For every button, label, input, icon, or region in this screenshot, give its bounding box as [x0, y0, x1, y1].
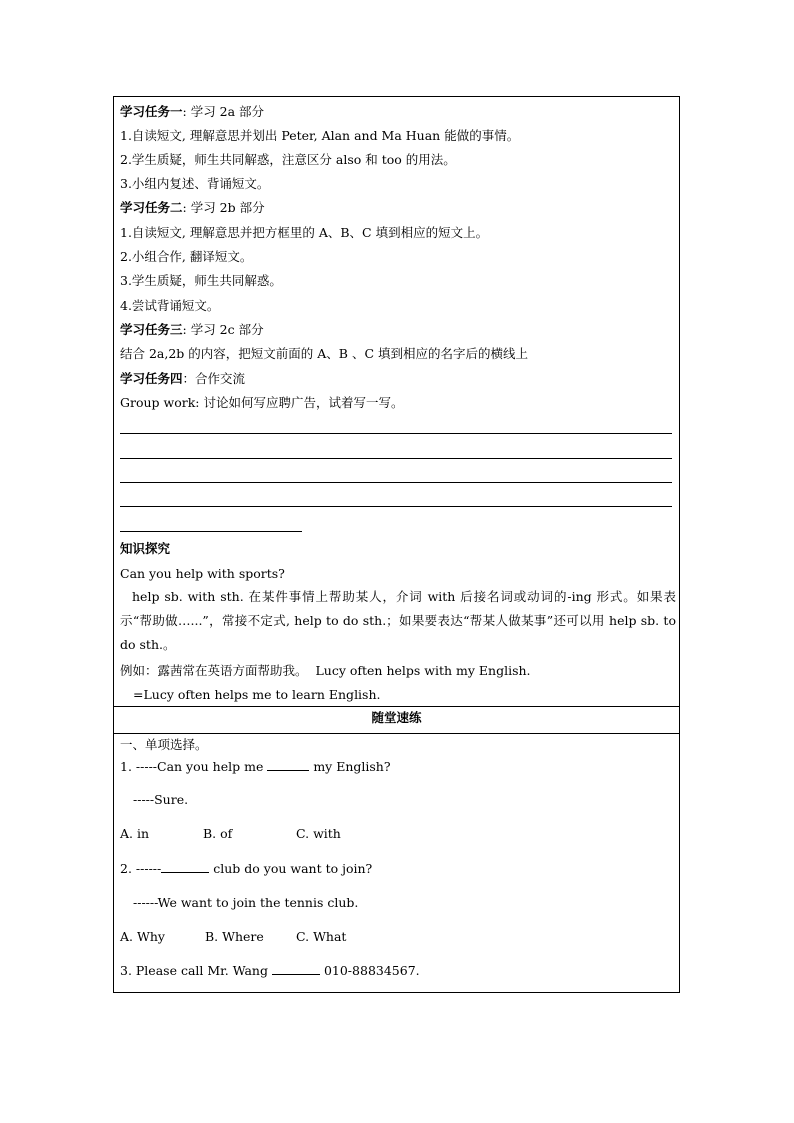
task2-heading: [120, 200, 265, 216]
question-1: [120, 759, 391, 775]
task3-item: 结合 2a,2b 的内容，把短文前面的 A、B 、C 填到相应的名字后的横线上: [120, 346, 528, 361]
section-divider: [113, 733, 680, 734]
q2-suffix: club do you want to join?: [213, 861, 373, 876]
knowledge-example-alt: =Lucy often helps me to learn English.: [133, 687, 381, 702]
q2-prefix: 2. ------: [120, 861, 162, 876]
q3-suffix: 010-88834567.: [323, 963, 420, 978]
answer-blank[interactable]: [267, 770, 309, 771]
task4-item: Group work: 讨论如何写应聘广告，试着写一写。: [120, 395, 404, 410]
practice-title: 随堂速练: [371, 710, 422, 725]
answer-blank[interactable]: [161, 872, 209, 873]
writing-line: [120, 482, 672, 483]
task3-label: 学习任务三: [120, 322, 183, 337]
knowledge-heading: 知识探究: [120, 541, 171, 556]
task1-heading: [120, 104, 264, 120]
q3-prefix: 3. Please call Mr. Wang: [120, 963, 268, 978]
task4-heading: [120, 371, 245, 387]
q2-option-b: B. Where: [205, 929, 264, 944]
task1-label: 学习任务一: [120, 104, 183, 119]
task1-item: 2.学生质疑，师生共同解惑，注意区分 also 和 too 的用法。: [120, 152, 456, 167]
task3-title: : 学习 2c 部分: [182, 322, 264, 337]
knowledge-example: [120, 663, 531, 679]
task1-title: : 学习 2a 部分: [182, 104, 265, 119]
q1-prefix: 1. -----Can you help me: [120, 759, 264, 774]
task2-item: 2.小组合作, 翻译短文。: [120, 249, 253, 264]
q1-option-b: B. of: [203, 826, 233, 841]
practice-section-heading: 一、单项选择。: [120, 737, 208, 752]
task1-item: 1.自读短文, 理解意思并划出 Peter, Alan and Ma Huan 能做的事情。: [120, 128, 520, 143]
section-divider: [113, 706, 680, 707]
task3-heading: [120, 322, 264, 338]
q1-option-a: A. in: [120, 826, 150, 841]
knowledge-question: Can you help with sports?: [120, 566, 285, 581]
writing-line: [120, 506, 672, 507]
knowledge-explanation: help sb. with sth. 在某件事情上帮助某人，介词 with 后接名词或动词的-ing 形式。如果表示“帮助做…...”，常接不定式, help to do sth.；如果要表达“帮某人做某事”还可以用 help sb. to do sth.。: [120, 589, 676, 652]
answer-blank[interactable]: [272, 974, 320, 975]
question-2: [120, 861, 372, 877]
task1-item: 3.小组内复述、背诵短文。: [120, 176, 270, 191]
task2-title: : 学习 2b 部分: [182, 200, 265, 215]
task2-item: 4.尝试背诵短文。: [120, 298, 220, 313]
q1-reply: -----Sure.: [133, 792, 189, 807]
writing-line: [120, 531, 302, 532]
q1-suffix: my English?: [313, 759, 391, 774]
task2-item: 1.自读短文, 理解意思并把方框里的 A、B、C 填到相应的短文上。: [120, 225, 489, 240]
q2-option-c: C. What: [296, 929, 347, 944]
writing-line: [120, 458, 672, 459]
q1-option-c: C. with: [296, 826, 341, 841]
q2-reply: ------We want to join the tennis club.: [133, 895, 359, 910]
example-en: Lucy often helps with my English.: [315, 663, 531, 678]
task4-label: 学习任务四: [120, 371, 183, 386]
task2-label: 学习任务二: [120, 200, 183, 215]
task4-title: ：合作交流: [182, 371, 246, 386]
q2-option-a: A. Why: [120, 929, 165, 944]
question-3: [120, 963, 420, 979]
task2-item: 3.学生质疑，师生共同解惑。: [120, 273, 282, 288]
example-label: 例如：露茜常在英语方面帮助我。: [120, 663, 308, 678]
writing-line: [120, 433, 672, 434]
